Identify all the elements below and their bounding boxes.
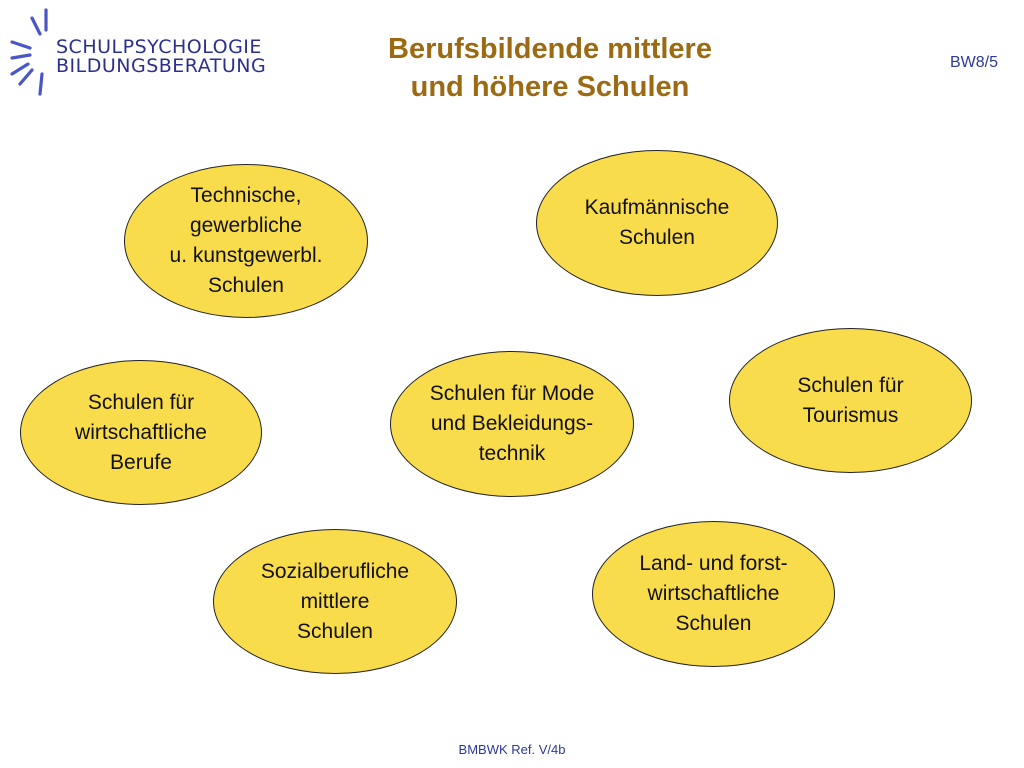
footer-reference: BMBWK Ref. V/4b: [458, 742, 566, 757]
node-sozialberufliche-schulen: [213, 529, 457, 674]
node-land-forstwirtschaftliche-schulen: [592, 521, 835, 667]
page-title: [300, 30, 800, 106]
node-wirtschaftliche-berufe: [20, 360, 262, 505]
logo-text-line1: SCHULPSYCHOLOGIE: [56, 36, 262, 58]
node-label: Schulen für Mode und Bekleidungs- technik: [429, 382, 595, 465]
node-technische-schulen: [124, 164, 368, 318]
slide-code: BW8/5: [949, 54, 998, 71]
node-label: Sozialberufliche mittlere Schulen: [260, 559, 410, 643]
node-kaufmaennische-schulen: [536, 150, 778, 296]
node-label: Land- und forst- wirtschaftliche Schulen: [639, 552, 788, 635]
title-line2: und höhere Schulen: [410, 71, 690, 103]
node-label: Schulen für Tourismus: [797, 373, 904, 427]
node-label: Kaufmännische Schulen: [584, 196, 730, 249]
node-mode-bekleidungstechnik: [390, 351, 634, 497]
logo-text-line2: BILDUNGSBERATUNG: [56, 55, 267, 77]
node-label: Technische, gewerbliche u. kunstgewerbl. Schulen: [169, 184, 323, 297]
node-label: Schulen für wirtschaftliche Berufe: [75, 390, 207, 474]
logo-rays-icon: [6, 8, 58, 100]
node-tourismus: [729, 328, 972, 473]
logo: [6, 8, 267, 100]
title-line1: Berufsbildende mittlere: [388, 33, 712, 65]
